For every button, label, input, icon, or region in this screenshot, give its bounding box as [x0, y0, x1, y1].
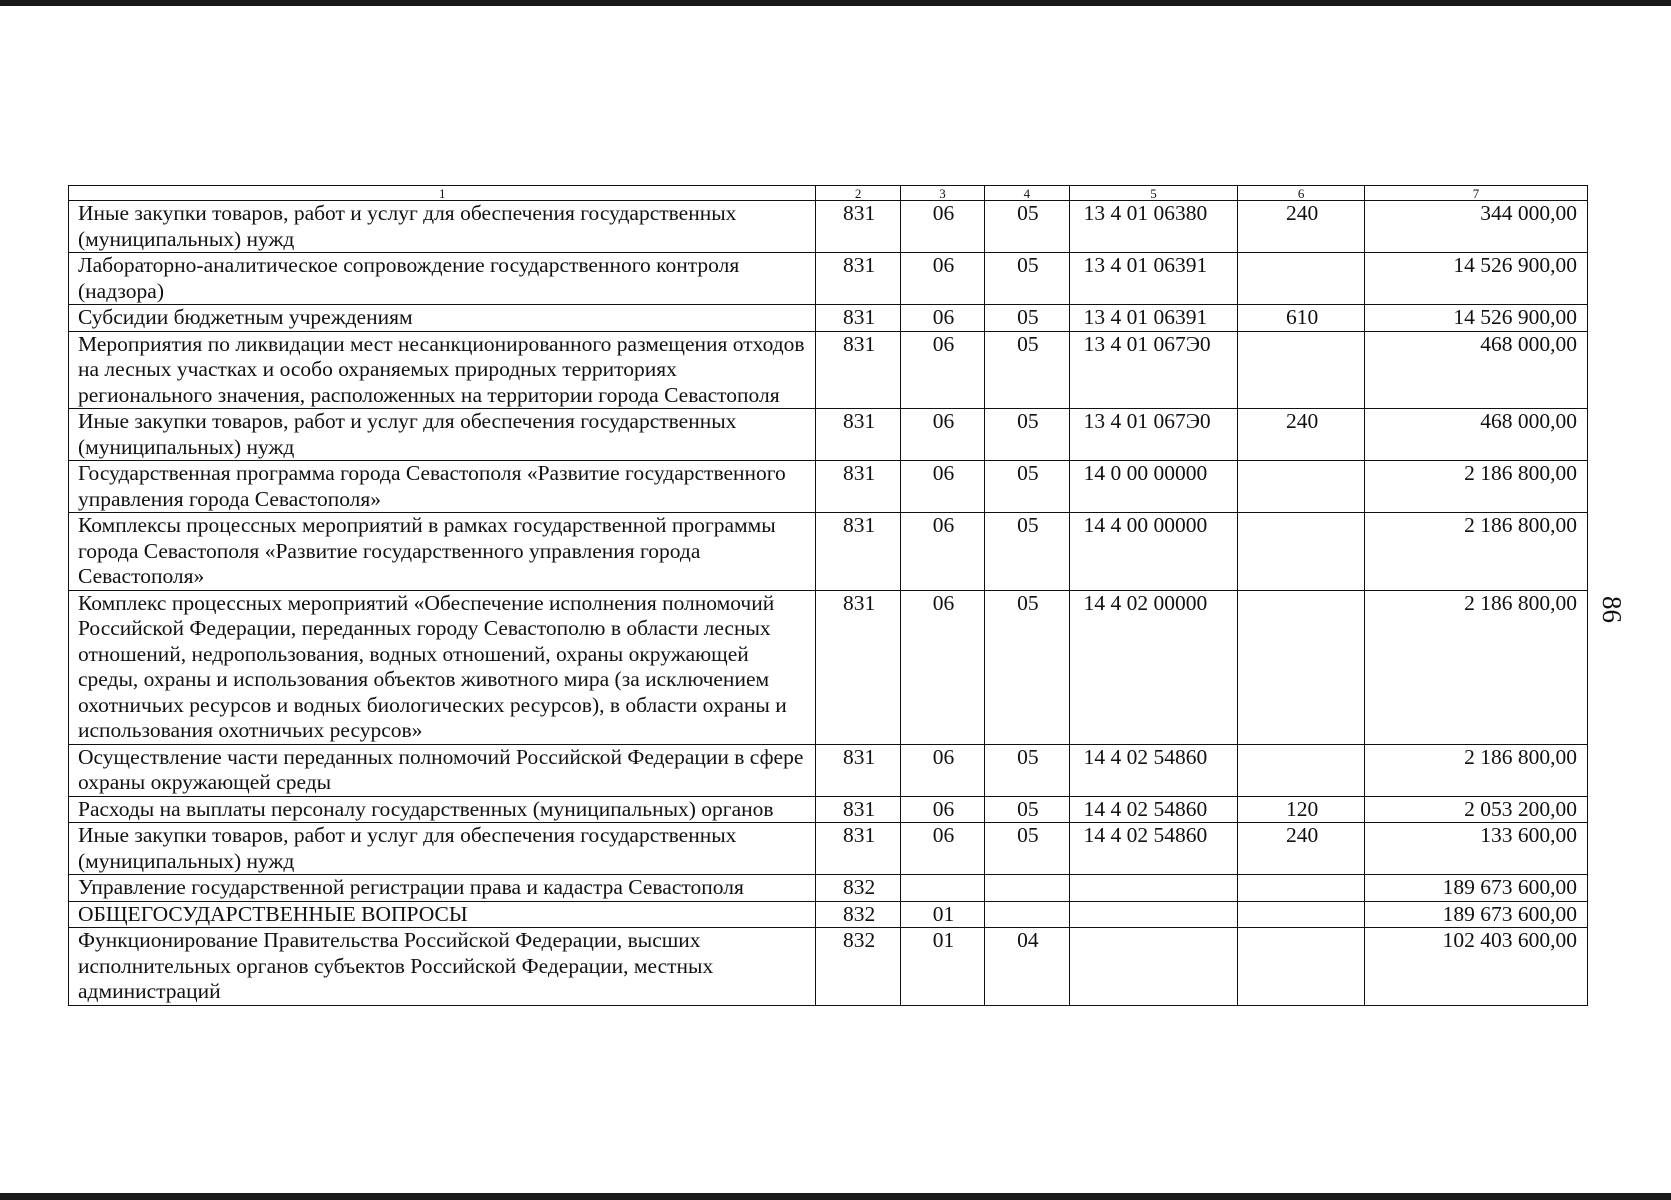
table-row — [69, 201, 1588, 253]
row-subsection-cell: 05 — [985, 796, 1069, 823]
row-code-cell: 831 — [816, 796, 900, 823]
row-amount-cell: 189 673 600,00 — [1364, 901, 1587, 928]
row-target-article-cell: 14 4 02 54860 — [1069, 796, 1238, 823]
row-amount-cell: 2 186 800,00 — [1364, 590, 1587, 744]
row-section-cell: 06 — [900, 409, 984, 461]
row-name-cell: Расходы на выплаты персоналу государственных (муниципальных) органов — [69, 796, 816, 823]
row-section-cell: 06 — [900, 461, 984, 513]
row-code-cell: 831 — [816, 331, 900, 409]
row-target-article-cell: 14 4 02 54860 — [1069, 823, 1238, 875]
row-section-cell: 06 — [900, 796, 984, 823]
row-expense-type-cell: 240 — [1238, 409, 1365, 461]
row-expense-type-cell — [1238, 331, 1365, 409]
table-row — [69, 513, 1588, 591]
row-section-cell: 06 — [900, 253, 984, 305]
row-target-article-cell: 14 0 00 00000 — [1069, 461, 1238, 513]
row-amount-cell: 2 186 800,00 — [1364, 461, 1587, 513]
budget-table — [68, 185, 1588, 1006]
row-subsection-cell: 05 — [985, 305, 1069, 332]
row-code-cell: 832 — [816, 901, 900, 928]
row-section-cell — [900, 875, 984, 902]
row-subsection-cell: 05 — [985, 201, 1069, 253]
row-subsection-cell: 05 — [985, 590, 1069, 744]
row-section-cell: 06 — [900, 744, 984, 796]
row-amount-cell: 14 526 900,00 — [1364, 305, 1587, 332]
row-amount-cell: 2 186 800,00 — [1364, 744, 1587, 796]
row-name-cell: Иные закупки товаров, работ и услуг для обеспечения государственных (муниципальных) нужд — [69, 201, 816, 253]
row-section-cell: 06 — [900, 305, 984, 332]
table-row — [69, 744, 1588, 796]
row-section-cell: 01 — [900, 901, 984, 928]
row-target-article-cell: 13 4 01 067Э0 — [1069, 331, 1238, 409]
row-target-article-cell: 13 4 01 06391 — [1069, 253, 1238, 305]
row-amount-cell: 344 000,00 — [1364, 201, 1587, 253]
page-number: 86 — [1597, 596, 1627, 623]
scan-border-bottom — [0, 1193, 1671, 1200]
row-code-cell: 831 — [816, 513, 900, 591]
row-amount-cell: 2 186 800,00 — [1364, 513, 1587, 591]
table-body — [69, 186, 1588, 1006]
row-subsection-cell: 05 — [985, 331, 1069, 409]
row-expense-type-cell: 240 — [1238, 201, 1365, 253]
row-amount-cell: 468 000,00 — [1364, 331, 1587, 409]
row-target-article-cell: 13 4 01 06380 — [1069, 201, 1238, 253]
table-row — [69, 253, 1588, 305]
row-expense-type-cell: 610 — [1238, 305, 1365, 332]
row-section-cell: 01 — [900, 928, 984, 1006]
row-amount-cell: 14 526 900,00 — [1364, 253, 1587, 305]
column-number: 5 — [1069, 186, 1238, 201]
scan-border-top — [0, 0, 1671, 6]
row-code-cell: 832 — [816, 928, 900, 1006]
table-row — [69, 331, 1588, 409]
row-name-cell: ОБЩЕГОСУДАРСТВЕННЫЕ ВОПРОСЫ — [69, 901, 816, 928]
table-row — [69, 409, 1588, 461]
column-number: 6 — [1238, 186, 1365, 201]
row-code-cell: 831 — [816, 409, 900, 461]
row-section-cell: 06 — [900, 590, 984, 744]
row-expense-type-cell — [1238, 901, 1365, 928]
table-row — [69, 590, 1588, 744]
column-number: 1 — [69, 186, 816, 201]
row-amount-cell: 133 600,00 — [1364, 823, 1587, 875]
row-target-article-cell: 14 4 00 00000 — [1069, 513, 1238, 591]
column-number: 2 — [816, 186, 900, 201]
row-name-cell: Мероприятия по ликвидации мест несанкционированного размещения отходов на лесных участках и особо охраняемых природных территориях регионального значения, расположенных на территории города Севастополя — [69, 331, 816, 409]
row-expense-type-cell — [1238, 253, 1365, 305]
row-amount-cell: 102 403 600,00 — [1364, 928, 1587, 1006]
row-target-article-cell — [1069, 875, 1238, 902]
row-expense-type-cell: 120 — [1238, 796, 1365, 823]
row-section-cell: 06 — [900, 513, 984, 591]
row-subsection-cell: 05 — [985, 823, 1069, 875]
row-name-cell: Государственная программа города Севастополя «Развитие государственного управления города Севастополя» — [69, 461, 816, 513]
column-number-row — [69, 186, 1588, 201]
row-target-article-cell: 13 4 01 067Э0 — [1069, 409, 1238, 461]
row-subsection-cell: 05 — [985, 744, 1069, 796]
row-expense-type-cell — [1238, 875, 1365, 902]
row-name-cell: Комплексы процессных мероприятий в рамках государственной программы города Севастополя «Развитие государственного управления города Севастополя» — [69, 513, 816, 591]
row-section-cell: 06 — [900, 823, 984, 875]
row-name-cell: Комплекс процессных мероприятий «Обеспечение исполнения полномочий Российской Федерации, переданных городу Севастополю в области лесных отношений, недропользования, водных отношений, охраны окружающей среды, охраны и использования объектов животного мира (за исключением охотничьих ресурсов и водных биологических ресурсов), в области охраны и использования охотничьих ресурсов» — [69, 590, 816, 744]
row-target-article-cell: 14 4 02 54860 — [1069, 744, 1238, 796]
row-subsection-cell — [985, 901, 1069, 928]
row-name-cell: Функционирование Правительства Российской Федерации, высших исполнительных органов субъектов Российской Федерации, местных администраций — [69, 928, 816, 1006]
row-code-cell: 831 — [816, 744, 900, 796]
row-name-cell: Иные закупки товаров, работ и услуг для обеспечения государственных (муниципальных) нужд — [69, 823, 816, 875]
row-code-cell: 831 — [816, 823, 900, 875]
row-section-cell: 06 — [900, 331, 984, 409]
row-subsection-cell: 05 — [985, 513, 1069, 591]
row-section-cell: 06 — [900, 201, 984, 253]
row-amount-cell: 189 673 600,00 — [1364, 875, 1587, 902]
row-subsection-cell: 05 — [985, 409, 1069, 461]
row-name-cell: Иные закупки товаров, работ и услуг для обеспечения государственных (муниципальных) нужд — [69, 409, 816, 461]
table-row — [69, 901, 1588, 928]
table-row — [69, 796, 1588, 823]
row-code-cell: 832 — [816, 875, 900, 902]
table-row — [69, 823, 1588, 875]
row-expense-type-cell — [1238, 590, 1365, 744]
row-code-cell: 831 — [816, 305, 900, 332]
row-expense-type-cell — [1238, 928, 1365, 1006]
row-target-article-cell: 14 4 02 00000 — [1069, 590, 1238, 744]
column-number: 7 — [1364, 186, 1587, 201]
row-code-cell: 831 — [816, 461, 900, 513]
column-number: 3 — [900, 186, 984, 201]
row-amount-cell: 2 053 200,00 — [1364, 796, 1587, 823]
row-code-cell: 831 — [816, 201, 900, 253]
row-target-article-cell — [1069, 928, 1238, 1006]
column-number: 4 — [985, 186, 1069, 201]
row-name-cell: Осуществление части переданных полномочий Российской Федерации в сфере охраны окружающей среды — [69, 744, 816, 796]
row-name-cell: Субсидии бюджетным учреждениям — [69, 305, 816, 332]
row-expense-type-cell — [1238, 461, 1365, 513]
row-code-cell: 831 — [816, 590, 900, 744]
row-expense-type-cell — [1238, 744, 1365, 796]
row-name-cell: Управление государственной регистрации права и кадастра Севастополя — [69, 875, 816, 902]
row-target-article-cell: 13 4 01 06391 — [1069, 305, 1238, 332]
row-subsection-cell: 05 — [985, 461, 1069, 513]
row-target-article-cell — [1069, 901, 1238, 928]
row-subsection-cell: 05 — [985, 253, 1069, 305]
row-expense-type-cell — [1238, 513, 1365, 591]
row-subsection-cell: 04 — [985, 928, 1069, 1006]
row-subsection-cell — [985, 875, 1069, 902]
row-expense-type-cell: 240 — [1238, 823, 1365, 875]
table-row — [69, 305, 1588, 332]
row-code-cell: 831 — [816, 253, 900, 305]
table-row — [69, 928, 1588, 1006]
row-amount-cell: 468 000,00 — [1364, 409, 1587, 461]
row-name-cell: Лабораторно-аналитическое сопровождение государственного контроля (надзора) — [69, 253, 816, 305]
table-row — [69, 875, 1588, 902]
table-row — [69, 461, 1588, 513]
